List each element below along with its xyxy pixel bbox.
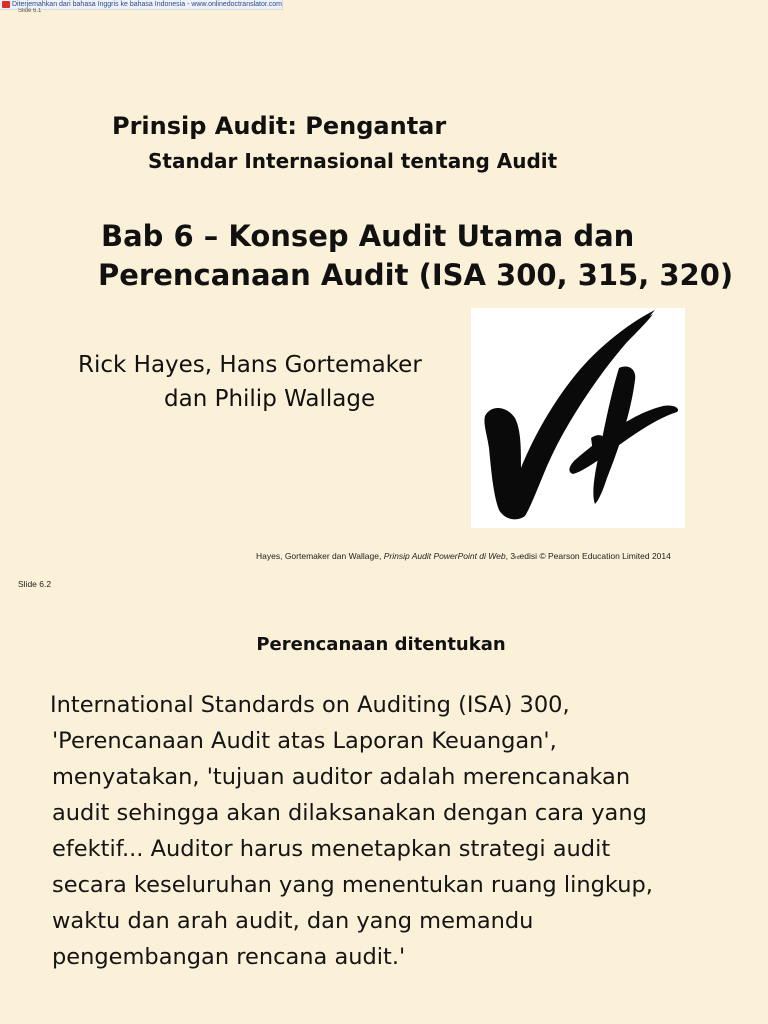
tick-and-cross-image (471, 308, 685, 528)
translator-logo-icon (2, 1, 10, 8)
body-text-line: audit sehingga akan dilaksanakan dengan cara yang (52, 800, 647, 826)
chapter-title-line-1: Bab 6 – Konsep Audit Utama dan (101, 219, 635, 253)
section-heading: Perencanaan ditentukan (256, 634, 506, 655)
body-text-line: 'Perencanaan Audit atas Laporan Keuangan', (52, 728, 557, 754)
credit-edition-number: , 3 (505, 551, 516, 561)
credit-authors: Hayes, Gortemaker dan Wallage, (256, 551, 384, 561)
body-text-line: International Standards on Auditing (ISA) 300, (50, 692, 570, 718)
credit-edition-ordinal: rd (515, 555, 520, 561)
authors-line-1: Rick Hayes, Hans Gortemaker (78, 352, 422, 378)
slide-number: Slide 6.2 (18, 579, 52, 589)
authors-line-2: dan Philip Wallage (164, 386, 376, 412)
credit-book-title: Prinsip Audit PowerPoint di Web (383, 551, 506, 561)
banner-text: Diterjemahkan dari bahasa Inggris ke bahasa Indonesia - www.onlinedoctranslator.com (11, 1, 282, 8)
slide-subtitle: Standar Internasional tentang Audit (148, 149, 558, 173)
body-text-line: waktu dan arah audit, dan yang memandu (52, 908, 534, 934)
copyright-credit (256, 551, 671, 561)
body-text-line: pengembangan rencana audit.' (52, 944, 406, 970)
tick-and-cross-checkmark-icon (471, 308, 685, 528)
credit-publisher: edisi © Pearson Education Limited 2014 (519, 551, 671, 561)
slide-number-top: Slide 6.1 (18, 8, 42, 12)
body-text-line: efektif... Auditor harus menetapkan strategi audit (52, 836, 611, 862)
chapter-title-line-2: Perencanaan Audit (ISA 300, 315, 320) (98, 258, 734, 292)
body-text-line: menyatakan, 'tujuan auditor adalah merencanakan (52, 764, 631, 790)
slide-title: Prinsip Audit: Pengantar (112, 112, 447, 140)
translator-banner[interactable] (0, 0, 283, 10)
body-text-line: secara keseluruhan yang menentukan ruang lingkup, (52, 872, 653, 898)
